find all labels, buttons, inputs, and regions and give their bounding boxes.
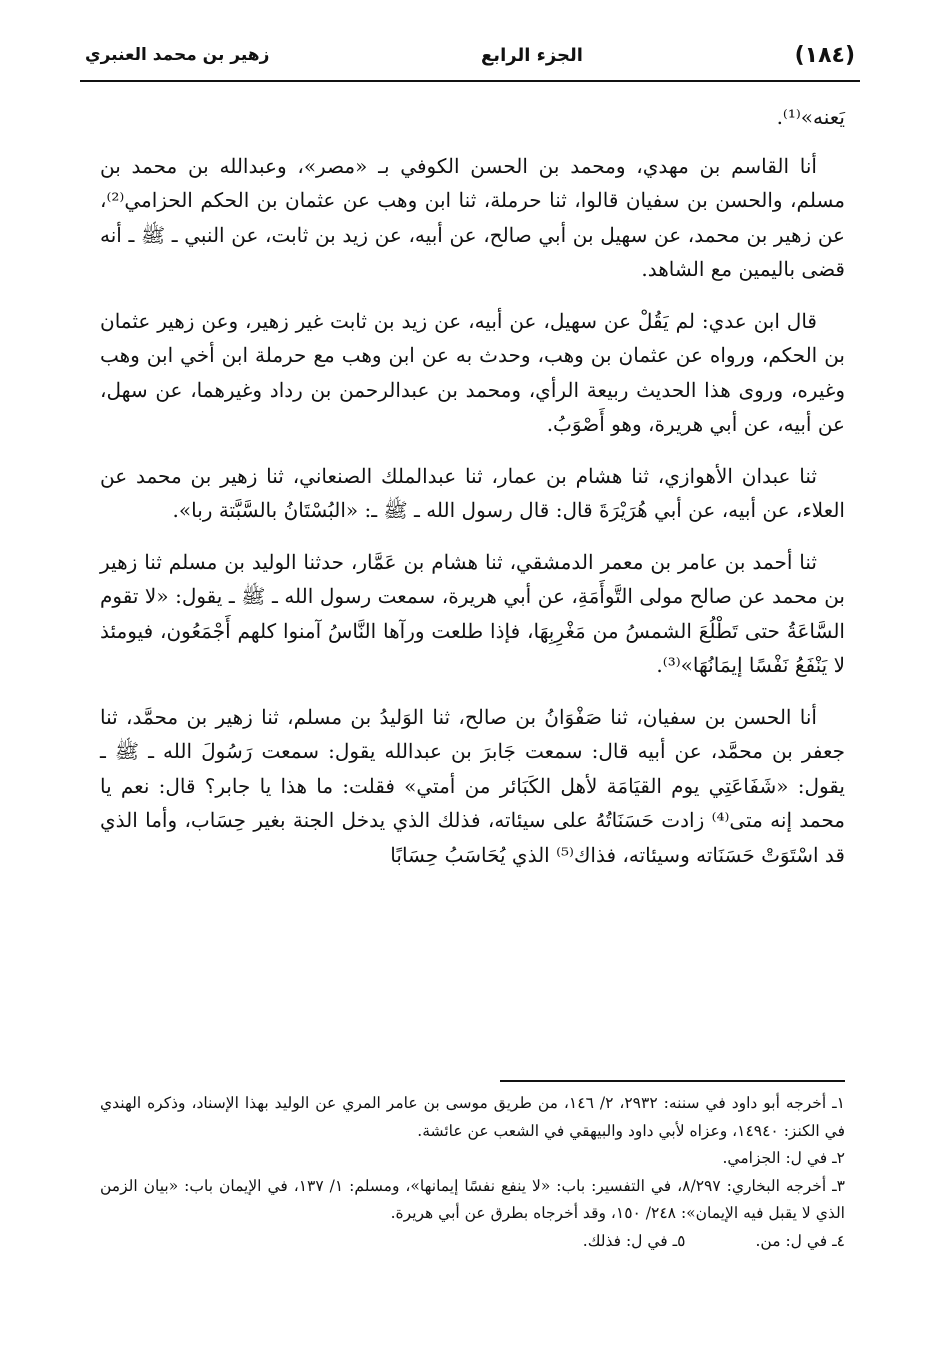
footnote: ٥ـ في ل: فذلك.	[582, 1231, 686, 1250]
paragraph: أنا الحسن بن سفيان، ثنا صَفْوَانُ بن صالح، ثنا الوَليدُ بن مسلم، ثنا زهير بن محمَّد، ثنا جعفر بن محمَّد، عن أبيه قال: سمعت جَابرَ بن عبدالله يقول: سمعت رَسُولَ الله ـ ﷺ ـ يقول: «شَفَاعَتِي يوم القيَامَة لأهل الكَبَائر من أمتي» فقلت: ما هذا يا جابر؟ قال: نعم يا محمد إنه متى⁽⁴⁾ زادت حَسَنَاتُهُ على سيئاته، فذلك الذي يدخل الجنة بغير حِسَاب، وأما الذي قد اسْتَوَتْ حَسَنَاته وسيئاته، فذاك⁽⁵⁾ الذي يُحَاسَبُ حِسَابًا	[100, 704, 845, 867]
page-number: (١٨٤)	[794, 42, 855, 68]
paragraph: ثنا عبدان الأهوازي، ثنا هشام بن عمار، ثنا عبدالملك الصنعاني، ثنا زهير بن محمد عن العلاء، عن أبيه، عن أبي هُرَيْرَةَ قال: قال رسول الله ـ ﷺ ـ: «البُسْتَانُ بالسَّبَّتة ربا».	[100, 463, 845, 522]
footnote-row	[100, 1228, 845, 1256]
page-header	[85, 32, 855, 78]
paragraph: قال ابن عدي: لم يَقُلْ عن سهيل، عن أبيه، عن زيد بن ثابت غير زهير، وعن زهير عثمان بن الحكم، ورواه عن عثمان بن وهب، وحدث به عن ابن وهب مع حرملة ابن أخي ابن وهب وغيره، وروى هذا الحديث ربيعة الرأي، ومحمد بن عبدالرحمن بن رداد وغيرهما، عن سهل، عن أبيه، عن أبي هريرة، وهو أَصْوَبُ.	[100, 308, 845, 436]
paragraph: يَعنه»⁽¹⁾.	[776, 105, 845, 129]
header-divider	[80, 80, 860, 82]
paragraph: ثنا أحمد بن عامر بن معمر الدمشقي، ثنا هشام بن عَمَّار، حدثنا الوليد بن مسلم ثنا زهير بن محمد عن صالح مولى التَّوأَمَةِ، عن أبي هريرة، سمعت رسول الله ـ ﷺ ـ يقول: «لا تقوم السَّاعَةُ حتى تَطْلُعَ الشمسُ من مَغْرِبِهَا، فإذا طلعت ورآها النَّاسُ آمنوا كلهم أَجْمَعُون، فيومئذ لا يَنْفَعُ نَفْسًا إيمَانُهَا»⁽³⁾.	[100, 549, 845, 677]
footnote-divider	[500, 1080, 845, 1082]
entry-title: زهير بن محمد العنبري	[85, 45, 270, 65]
footnotes	[100, 1090, 845, 1255]
footnote: ٣ـ أخرجه البخاري: ٨/٢٩٧، في التفسير: باب: «لا ينفع نفسًا إيمانها»، ومسلم: ١/ ١٣٧، في الإيمان باب: «بيان الزمن الذي لا يقبل فيه الإيمان»: ٢٤٨/ ١٥٠، وقد أخرجاه بطرق عن أبي هريرة.	[100, 1176, 845, 1222]
main-text	[100, 100, 845, 889]
paragraph: أنا القاسم بن مهدي، ومحمد بن الحسن الكوفي بـ «مصر»، وعبدالله بن محمد بن مسلم، والحسن بن سفيان قالوا، ثنا حرملة، ثنا ابن وهب عن عثمان بن الحكم الحزامي⁽²⁾، عن زهير بن محمد، عن سهيل بن أبي صالح، عن أبيه، عن زيد بن ثابت، عن النبي ـ ﷺ ـ أنه قضى باليمين مع الشاهد.	[100, 153, 845, 281]
volume-title: الجزء الرابع	[481, 44, 583, 66]
footnote: ٢ـ في ل: الجزامي.	[722, 1149, 845, 1167]
footnote: ١ـ أخرجه أبو داود في سننه: ٢٩٣٢، ٢/ ١٤٦، من طريق موسى بن عامر المري عن الوليد بهذا الإسناد، وذكره الهندي في الكنز: ١٤٩٤٠، وعزاه لأبي داود والبيهقي في الشعب عن عائشة.	[100, 1094, 845, 1140]
footnote: ٤ـ في ل: من.	[755, 1231, 845, 1250]
